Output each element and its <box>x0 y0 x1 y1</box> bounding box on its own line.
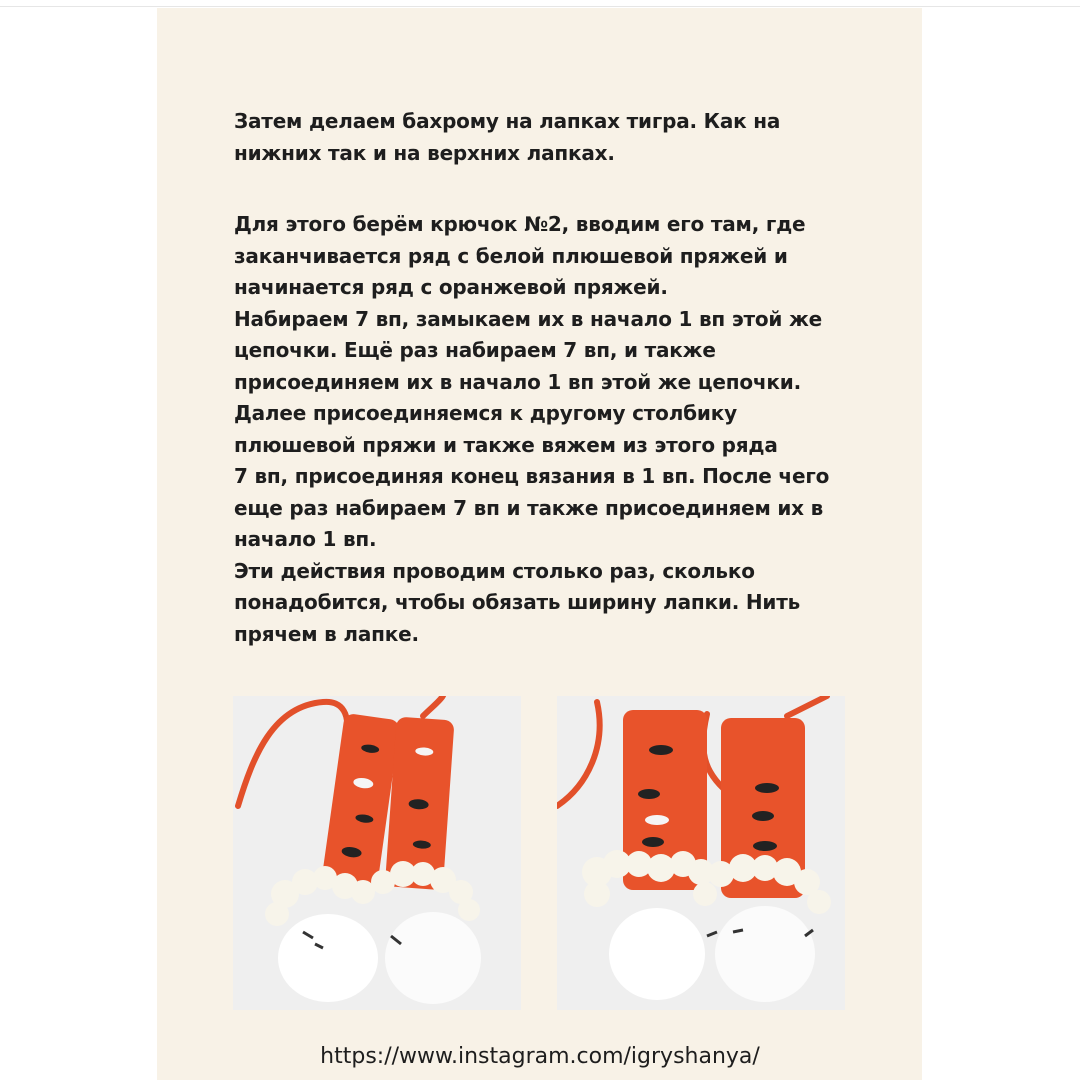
text-line: заканчивается ряд с белой плюшевой пряжей и <box>234 243 788 268</box>
steps-paragraph <box>234 209 884 650</box>
text-line: плюшевой пряжи и также вяжем из этого ряда <box>234 432 778 457</box>
source-url: https://www.instagram.com/igryshanya/ <box>320 1044 760 1069</box>
crochet-tiger-legs-photo-1 <box>233 696 521 1010</box>
text-line: прячем в лапке. <box>234 621 419 646</box>
top-divider <box>0 6 1080 7</box>
text-line: Для этого берём крючок №2, вводим его там, где <box>234 212 806 236</box>
text-line: 7 вп, присоединяя конец вязания в 1 вп. После чего <box>234 464 830 488</box>
text-line: Далее присоединяемся к другому столбику <box>234 401 737 425</box>
intro-paragraph <box>234 106 884 169</box>
text-line: Эти действия проводим столько раз, сколько <box>234 558 755 583</box>
text-line: еще раз набираем 7 вп и также присоединяем их в <box>234 495 824 520</box>
text-line: понадобится, чтобы обязать ширину лапки. Нить <box>234 590 801 614</box>
text-line: цепочки. Ещё раз набираем 7 вп, и также <box>234 338 716 362</box>
instruction-text <box>234 106 884 650</box>
crochet-tiger-legs-photo-2 <box>557 696 845 1010</box>
text-line: начало 1 вп. <box>234 527 377 551</box>
text-line: Набираем 7 вп, замыкаем их в начало 1 вп этой же <box>234 306 823 331</box>
text-line: присоединяем их в начало 1 вп этой же цепочки. <box>234 369 801 394</box>
text-line: начинается ряд с оранжевой пряжей. <box>234 275 668 299</box>
text-line: нижних так и на верхних лапках. <box>234 140 615 165</box>
text-line: Затем делаем бахрому на лапках тигра. Как на <box>234 109 781 133</box>
